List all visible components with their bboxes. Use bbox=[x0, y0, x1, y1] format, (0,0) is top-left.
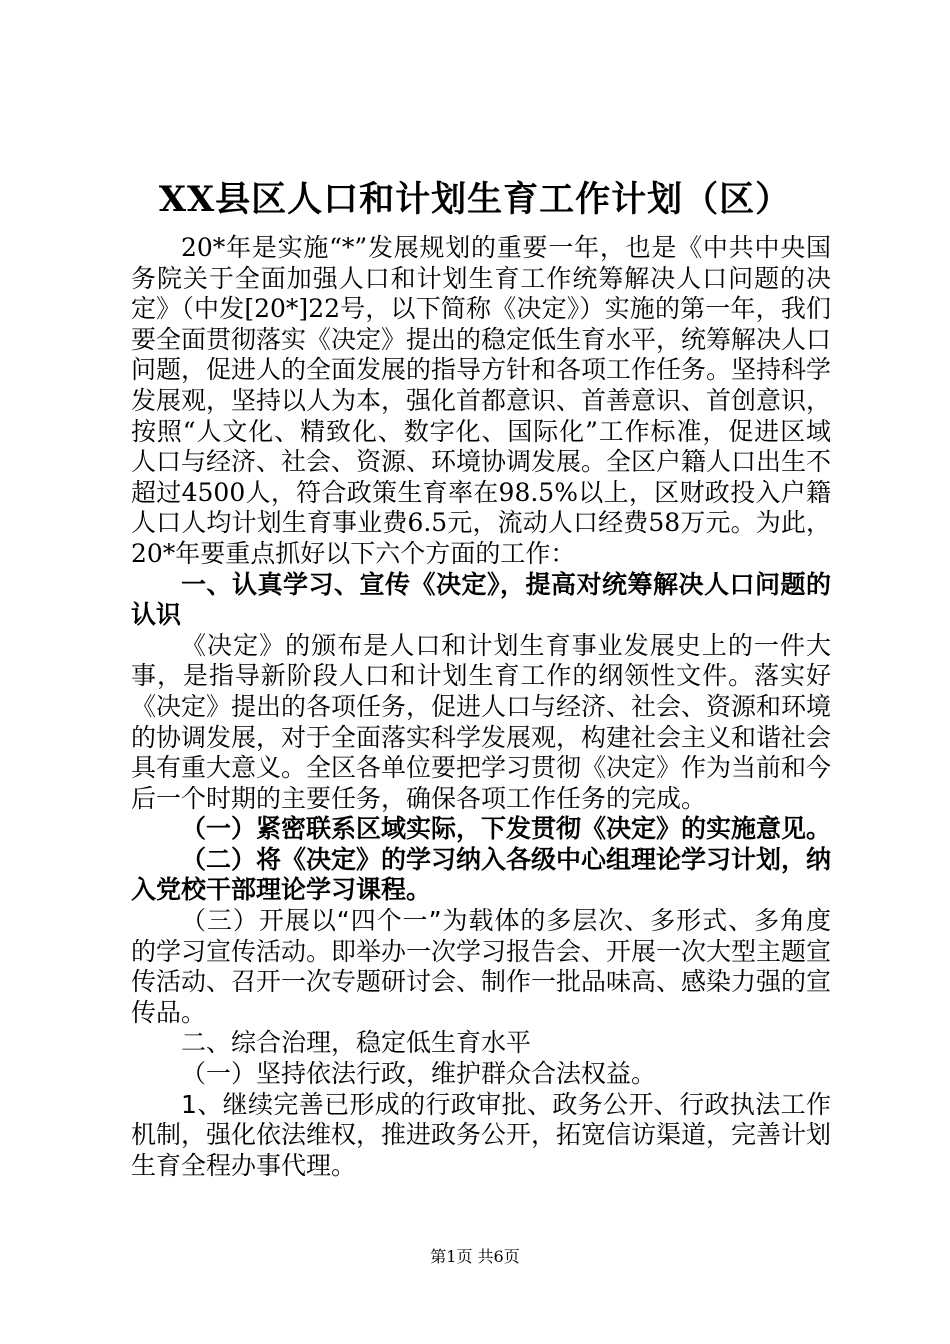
section-1-item-2: （二）将《决定》的学习纳入各级中心组理论学习计划，纳入党校干部理论学习课程。 bbox=[131, 844, 832, 905]
document-title: XX县区人口和计划生育工作计划（区） bbox=[158, 179, 792, 220]
section-heading-2: 二、综合治理，稳定低生育水平 bbox=[181, 1028, 532, 1058]
section-1-item-3: （三）开展以“四个一”为载体的多层次、多形式、多角度的学习宣传活动。即举办一次学习报告会、开展一次大型主题宣传活动、召开一次专题研讨会、制作一批品味高、感染力强的宣传品。 bbox=[131, 906, 832, 1027]
section-2-subitem-1: 1、继续完善已形成的行政审批、政务公开、行政执法工作机制，强化依法维权，推进政务公开，拓宽信访渠道，完善计划生育全程办事代理。 bbox=[131, 1089, 832, 1180]
intro-paragraph: 20*年是实施“*”发展规划的重要一年，也是《中共中央国务院关于全面加强人口和计划生育工作统筹解决人口问题的决定》（中发[20*]22号，以下简称《决定》）实施的第一年，我们要全面贯彻落实《决定》提出的稳定低生育水平，统筹解决人口问题，促进人的全面发展的指导方针和各项工作任务。坚持科学发展观，坚持以人为本，强化首都意识、首善意识、首创意识，按照“人文化、精致化、数字化、国际化”工作标准，促进区域人口与经济、社会、资源、环境协调发展。全区户籍人口出生不超过4500人，符合政策生育率在98.5%以上，区财政投入户籍人口人均计划生育事业费6.5元，流动人口经费58万元。为此，20*年要重点抓好以下六个方面的工作： bbox=[131, 233, 832, 568]
section-2-item-1: （一）坚持依法行政，维护群众合法权益。 bbox=[181, 1059, 657, 1089]
section-1-paragraph: 《决定》的颁布是人口和计划生育事业发展史上的一件大事，是指导新阶段人口和计划生育工作的纲领性文件。落实好《决定》提出的各项任务，促进人口与经济、社会、资源和环境的协调发展，对于全面落实科学发展观，构建社会主义和谐社会具有重大意义。全区各单位要把学习贯彻《决定》作为当前和今后一个时期的主要任务，确保各项工作任务的完成。 bbox=[131, 630, 832, 813]
section-heading-1: 一、认真学习、宣传《决定》，提高对统筹解决人口问题的认识 bbox=[131, 569, 831, 630]
page-footer: 第1页 共6页 bbox=[430, 1247, 520, 1266]
document-body bbox=[131, 233, 831, 1181]
section-1-item-1: （一）紧密联系区域实际，下发贯彻《决定》的实施意见。 bbox=[181, 814, 832, 844]
